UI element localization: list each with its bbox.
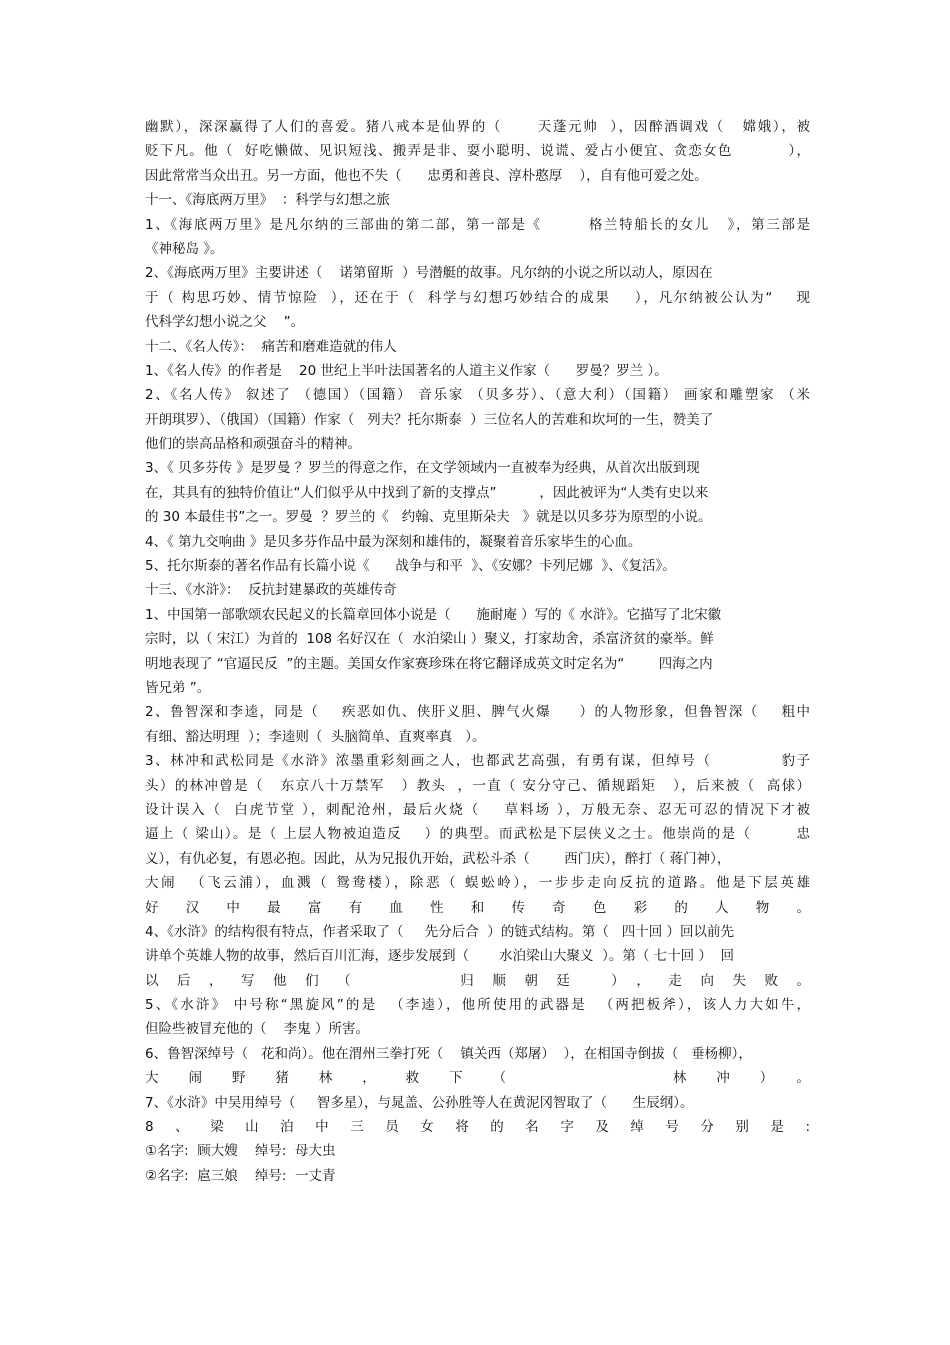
text-line: 他们的崇高品格和顽强奋斗的精神。 <box>145 436 361 453</box>
text-line: 皆兄弟 ”。 <box>145 679 211 696</box>
text-line <box>145 1188 810 1212</box>
text-line: 4、《 第九交响曲 》是贝多芬作品中最为深刻和雄伟的，凝聚着音乐家毕生的心血。 <box>145 533 642 550</box>
text-line: 开朗琪罗）、（俄国）（国籍）作家（ 列夫？托尔斯泰 ）三位名人的苦难和坎坷的一生，赞美了 <box>145 411 714 428</box>
text-line: 因此常常当众出丑。另一方面，他也不失（ 忠勇和善良、淳朴憨厚 ），自有他可爱之处。 <box>145 167 708 184</box>
text-line: 2、《名人传》 叙述了 （德国）（国籍） 音乐家 （贝多芬）、（意大利）（国籍） 画家和雕塑家 （米 <box>145 387 810 404</box>
text-line: ①名字: 顾大嫂 绰号: 母大虫 <box>145 1143 336 1160</box>
text-line: 宗时，以（ 宋江）为首的 108 名好汉在（ 水泊梁山 ）聚义，打家劫舍，杀富济贫的豪举。鲜 <box>145 631 714 648</box>
text-line: 讲单个英雄人物的故事，然后百川汇海，逐步发展到（ 水泊梁山大聚义 ）。第（ 七十回 ） 回 <box>145 948 735 965</box>
text-line: 7、《水浒》中吴用绰号（ 智多星），与晁盖、公孙胜等人在黄泥冈智取了（ 生辰纲）。 <box>145 1094 694 1111</box>
text-line: 2、《海底两万里》主要讲述（ 诺第留斯 ）号潜艇的故事。凡尔纳的小说之所以动人，原因在 <box>145 265 713 282</box>
text-line <box>145 1213 810 1237</box>
text-line: 8、梁山泊中三员女将的名字及绰号分别是: <box>145 1119 810 1136</box>
section-heading: 十三、《水浒》： 反抗封建暴政的英雄传奇 <box>145 582 397 599</box>
text-line: 于（ 构思巧妙、情节惊险 ），还在于（ 科学与幻想巧妙结合的成果 ），凡尔纳被公认为“ 现 <box>145 289 810 306</box>
text-line: 在，其具有的独特价值让“人们似乎从中找到了新的支撑点” ，因此被评为“人类有史以来 <box>145 484 709 501</box>
text-line: 5、托尔斯泰的著名作品有长篇小说《 战争与和平 》、《安娜？卡列尼娜 》、《复活》。 <box>145 558 676 575</box>
text-line: 幽默），深深赢得了人们的喜爱。猪八戒本是仙界的（ 天蓬元帅 ），因醉酒调戏（ 嫦娥），被 <box>145 119 810 135</box>
text-line: 3、林冲和武松同是《水浒》浓墨重彩刻画之人，也都武艺高强，有勇有谋，但绰号（ 豹子 <box>145 753 810 770</box>
text-line: 设计误入（ 白虎节堂 ），刺配沧州，最后火烧（ 草料场 ），万般无奈、忍无可忍的情况下才被 <box>145 801 810 818</box>
text-line: 2、鲁智深和李逵，同是（ 疾恶如仇、侠肝义胆、脾气火爆 ）的人物形象，但鲁智深（ 粗中 <box>145 704 810 721</box>
text-line: 代科学幻想小说之父 ”。 <box>145 314 305 331</box>
text-line: 好汉中最富有血性和传奇色彩的人物。 <box>145 899 810 916</box>
text-line: 1、中国第一部歌颂农民起义的长篇章回体小说是（ 施耐庵 ）写的《 水浒》。它描写了北宋徽 <box>145 606 722 623</box>
section-heading: 十二、《名人传》： 痛苦和磨难造就的伟人 <box>145 338 397 355</box>
text-line: 义），有仇必复，有恩必抱。因此，从为兄报仇开始，武松斗杀（ 西门庆），醉打（ 蒋门神）， <box>145 850 731 867</box>
text-line: 但险些被冒充他的（ 李鬼 ）所害。 <box>145 1021 369 1038</box>
text-line: 逼上（ 梁山）。是（ 上层人物被迫造反 ）的典型。而武松是下层侠义之士。他崇尚的是（ 忠 <box>145 826 810 843</box>
text-line: 3、《 贝多芬传 》是罗曼 ？罗兰的得意之作，在文学领域内一直被奉为经典，从首次出版到现 <box>145 460 700 477</box>
text-line: 5、《水浒》 中号称“黑旋风”的是 （李逵），他所使用的武器是 （两把板斧），该人力大如牛， <box>145 997 810 1014</box>
text-line: 1、《海底两万里》是凡尔纳的三部曲的第二部，第一部是《 格兰特船长的女儿 》，第三部是 <box>145 216 810 233</box>
text-line: 以后，写他们（ 归顺朝廷 ），走向失败。 <box>145 972 810 989</box>
text-line: 有细、豁达明理 ）；李逵则（ 头脑简单、直爽率真 ）。 <box>145 728 486 745</box>
text-line: 4、《水浒》的结构很有特点，作者采取了（ 先分后合 ）的链式结构。第（ 四十回 ）回以前先 <box>145 923 735 940</box>
text-line: 贬下凡。他（ 好吃懒做、见识短浅、搬弄是非、耍小聪明、说谎、爱占小便宜、贪恋女色 ）， <box>145 143 810 160</box>
text-line: 大闹 （飞云浦），血溅（ 鸳鸯楼），除恶（ 蜈蚣岭），一步步走向反抗的道路。他是下层英雄 <box>145 875 810 892</box>
text-line: 的 30 本最佳书”之一。罗曼 ？罗兰的《 约翰、克里斯朵夫 》就是以贝多芬为原型的小说。 <box>145 509 712 526</box>
text-line: ②名字: 扈三娘 绰号: 一丈青 <box>145 1167 336 1184</box>
text-line: 6、鲁智深绰号（ 花和尚）。他在渭州三拳打死（ 镇关西（郑屠） ），在相国寺倒拔（ 垂杨柳）， <box>145 1045 752 1062</box>
text-line: 明地表现了 “官逼民反 ”的主题。美国女作家赛珍珠在将它翻译成英文时定名为“ 四海之内 <box>145 655 713 672</box>
section-heading: 十一、《海底两万里》 ：科学与幻想之旅 <box>145 192 390 209</box>
document-body <box>145 115 810 1237</box>
text-line: 《神秘岛 》。 <box>145 240 224 257</box>
text-line: 1、《名人传》的作者是 20 世纪上半叶法国著名的人道主义作家（ 罗曼？罗兰 ）。 <box>145 362 668 379</box>
text-line: 头）的林冲曾是（ 东京八十万禁军 ）教头 ，一直（ 安分守己、循规蹈矩 ），后来被（ 高俅） <box>145 777 810 794</box>
text-line: 大闹野猪林，救下（ 林冲）。 <box>145 1070 810 1087</box>
